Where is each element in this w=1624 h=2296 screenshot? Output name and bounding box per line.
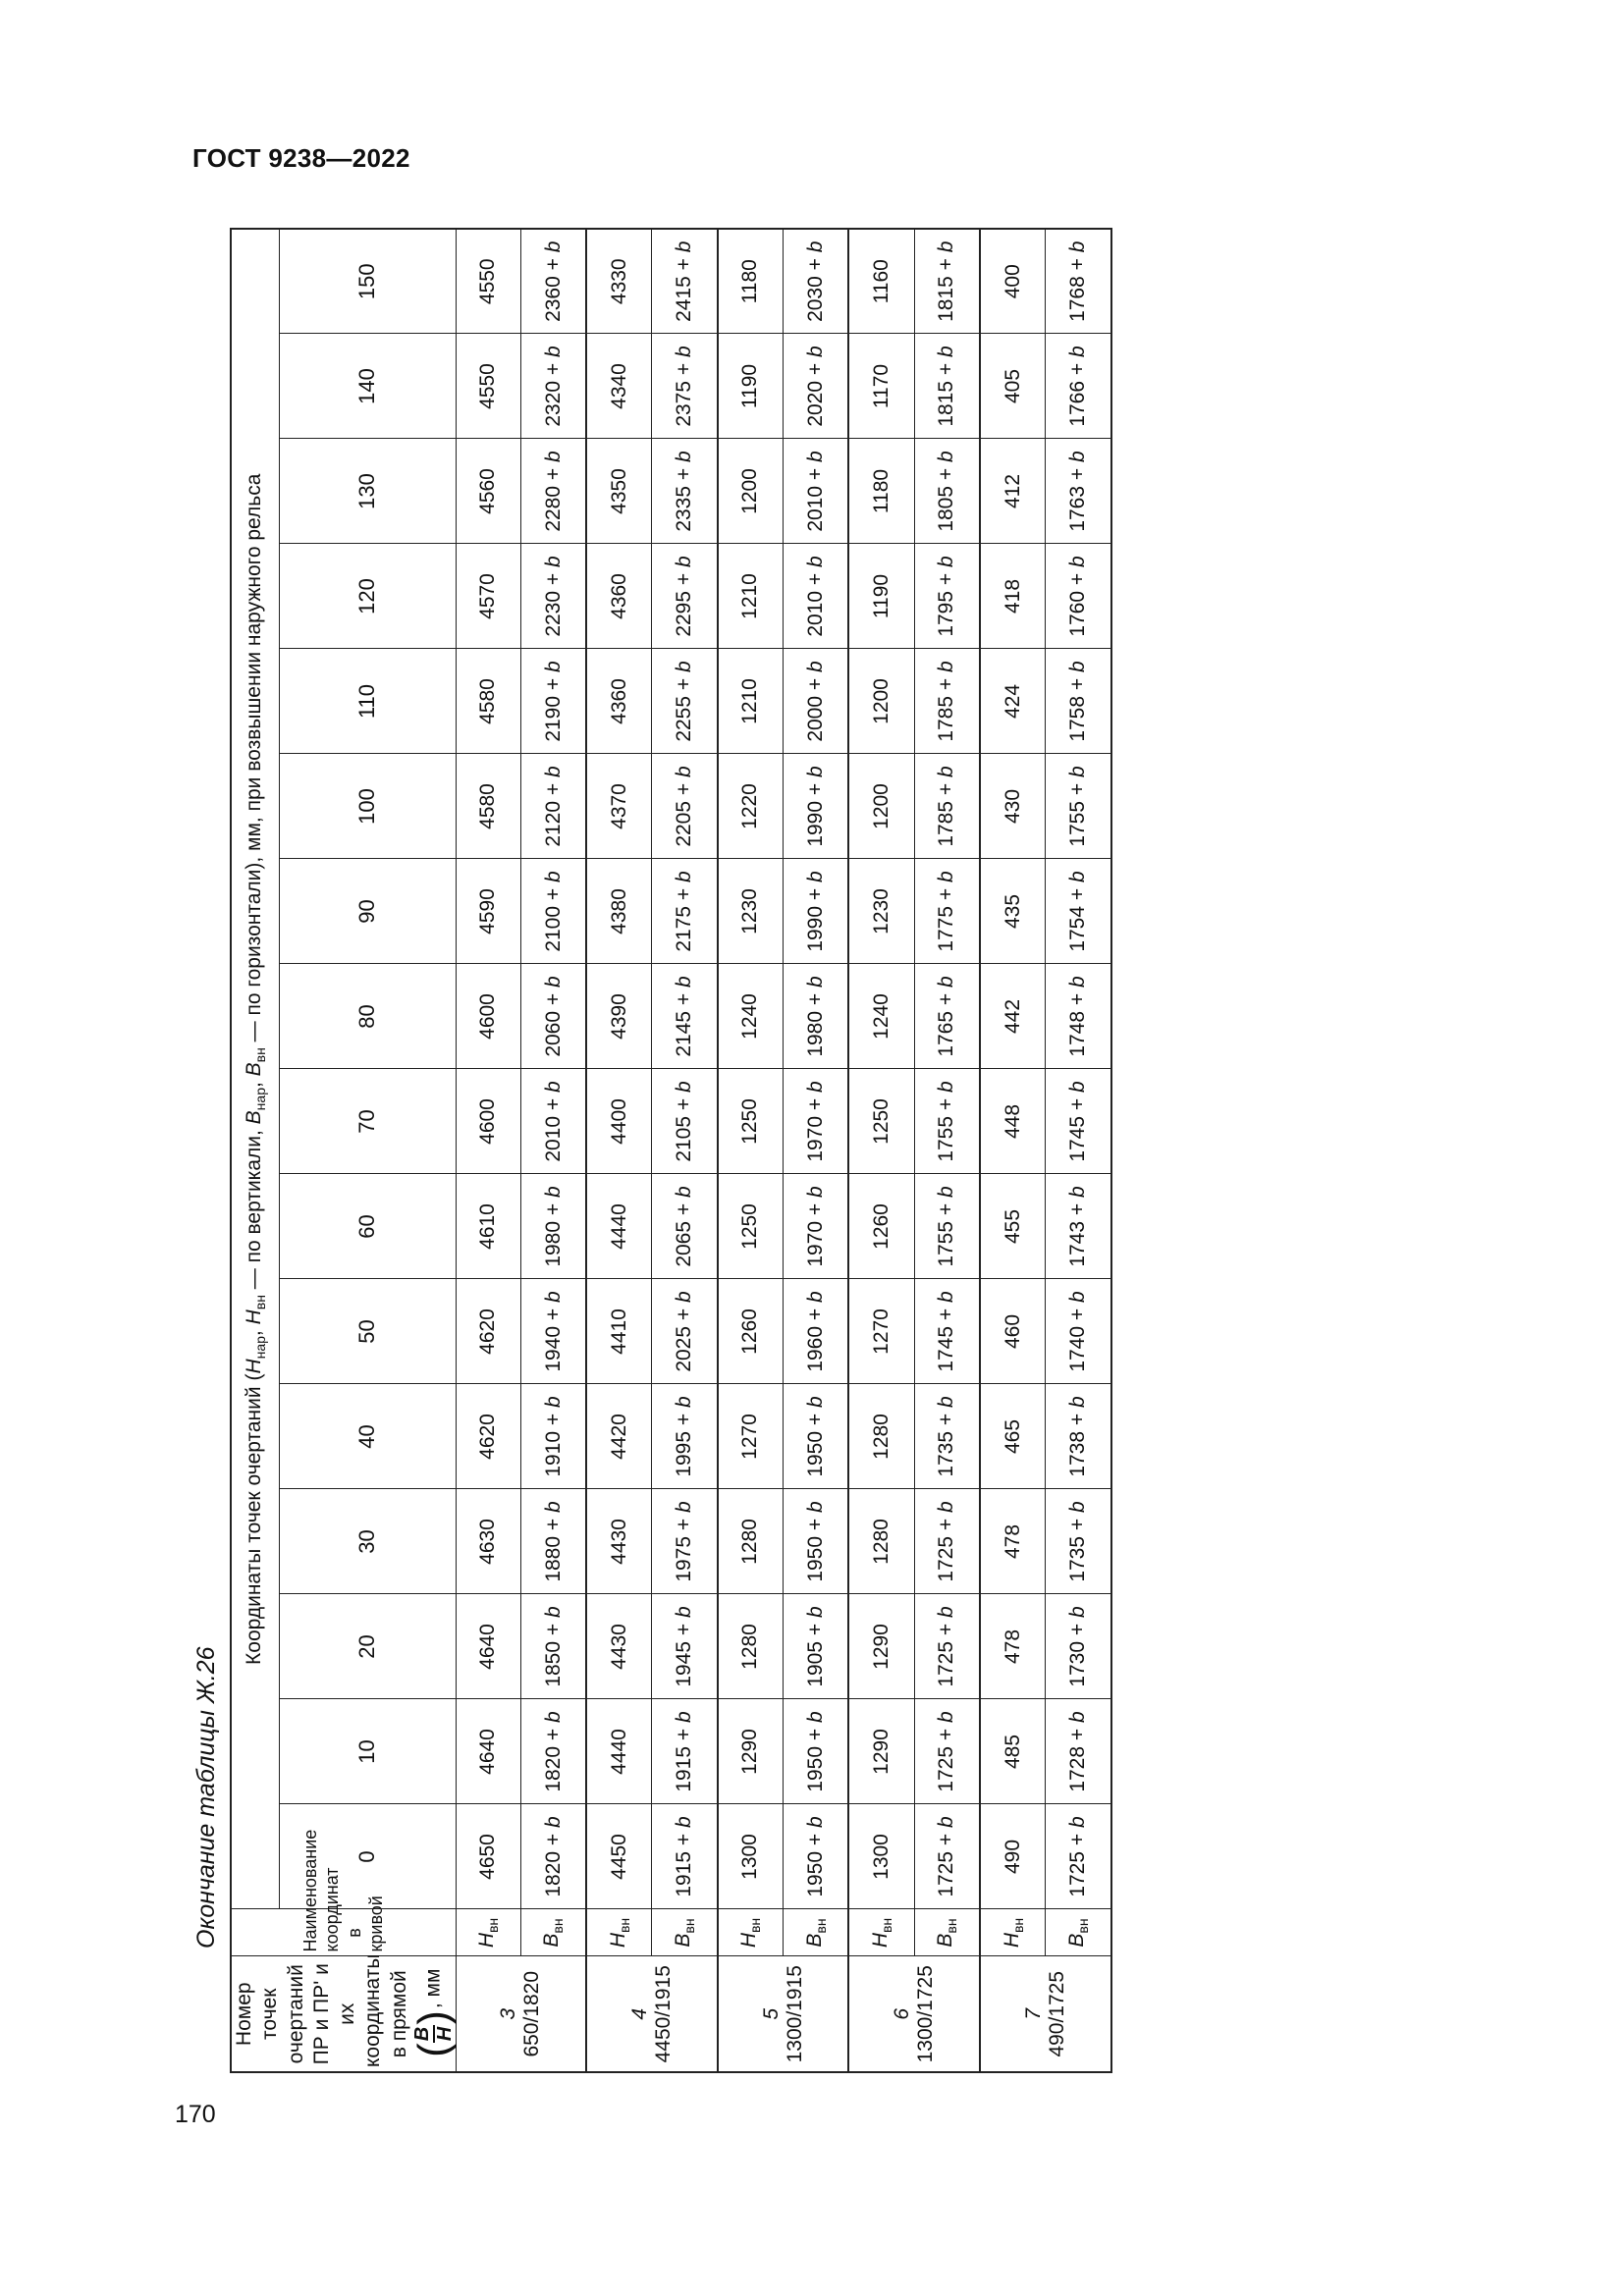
value-cell: 2030 + b [784,229,849,334]
value-cell: 1755 + b [1046,754,1111,859]
value-cell: 1728 + b [1046,1699,1111,1804]
elevation-header: 70 [280,1069,457,1174]
value-cell: 1785 + b [914,649,980,754]
value-cell: 1975 + b [652,1489,718,1594]
value-cell: 4650 [456,1804,520,1909]
coordinate-subscript: вн [550,1918,567,1934]
elevation-header: 140 [280,334,457,439]
fraction-symbol: ( B H ) [408,2010,458,2057]
point-number: 3 [497,2007,520,2020]
value-cell: 418 [980,544,1046,649]
table-row [914,229,980,2072]
point-cell [980,1956,1111,2072]
value-cell: 405 [980,334,1046,439]
elevation-header: 120 [280,544,457,649]
value-cell: 412 [980,439,1046,544]
value-cell: 1735 + b [1046,1489,1111,1594]
value-cell: 1290 [718,1699,784,1804]
value-cell: 1730 + b [1046,1594,1111,1699]
document-title: ГОСТ 9238—2022 [192,143,410,173]
elevation-header: 0 [280,1804,457,1909]
value-cell: 400 [980,229,1046,334]
value-cell: 1950 + b [784,1804,849,1909]
value-cell: 4390 [586,964,652,1069]
value-cell: 1766 + b [1046,334,1111,439]
value-cell: 4550 [456,229,520,334]
value-cell: 1880 + b [520,1489,586,1594]
value-cell: 1763 + b [1046,439,1111,544]
value-cell: 4560 [456,439,520,544]
coordinate-label [718,1909,784,1956]
value-cell: 1945 + b [652,1594,718,1699]
value-cell: 1950 + b [784,1489,849,1594]
value-cell: 1743 + b [1046,1174,1111,1279]
point-coordinates: 1300/1915 [783,1965,806,2063]
value-cell: 2255 + b [652,649,718,754]
value-cell: 1210 [718,544,784,649]
value-cell: 4330 [586,229,652,334]
value-cell: 1910 + b [520,1384,586,1489]
value-cell: 442 [980,964,1046,1069]
value-cell: 2320 + b [520,334,586,439]
value-cell: 4430 [586,1489,652,1594]
value-cell: 1290 [848,1699,914,1804]
value-cell: 1745 + b [1046,1069,1111,1174]
value-cell: 1250 [718,1174,784,1279]
value-cell: 490 [980,1804,1046,1909]
coordinate-label [914,1909,980,1956]
coordinate-name-header: Наименование координат в кривой [231,1909,456,1956]
value-cell: 4620 [456,1279,520,1384]
value-cell: 4350 [586,439,652,544]
coordinate-subscript: вн [616,1917,632,1933]
coordinate-label [456,1909,520,1956]
value-cell: 1725 + b [914,1804,980,1909]
table-row [980,229,1046,2072]
value-cell: 1768 + b [1046,229,1111,334]
point-coordinates: 490/1725 [1045,1970,1068,2057]
value-cell: 430 [980,754,1046,859]
value-cell: 1230 [718,859,784,964]
value-cell: 1725 + b [1046,1804,1111,1909]
value-cell: 2415 + b [652,229,718,334]
value-cell: 1270 [718,1384,784,1489]
value-cell: 1760 + b [1046,544,1111,649]
point-number-header: Номер точек очертаний ПР и ПР' и их координаты в прямой ( B H ) , мм [231,1956,456,2072]
elevation-header: 90 [280,859,457,964]
value-cell: 2175 + b [652,859,718,964]
value-cell: 424 [980,649,1046,754]
coordinate-subscript: вн [812,1918,829,1934]
value-cell: 1200 [718,439,784,544]
value-cell: 1290 [848,1594,914,1699]
point-cell [718,1956,849,2072]
value-cell: 4370 [586,754,652,859]
value-cell: 1280 [848,1489,914,1594]
value-cell: 1260 [718,1279,784,1384]
elevation-header: 150 [280,229,457,334]
value-cell: 460 [980,1279,1046,1384]
table-row [1046,229,1111,2072]
value-cell: 1960 + b [784,1279,849,1384]
value-cell: 1170 [848,334,914,439]
value-cell: 448 [980,1069,1046,1174]
value-cell: 1990 + b [784,859,849,964]
value-cell: 1280 [718,1489,784,1594]
value-cell: 1190 [718,334,784,439]
value-cell: 2065 + b [652,1174,718,1279]
value-cell: 1950 + b [784,1384,849,1489]
elevation-header: 30 [280,1489,457,1594]
table-row [784,229,849,2072]
value-cell: 1755 + b [914,1069,980,1174]
value-cell: 4580 [456,649,520,754]
elevation-header-row [280,229,457,2072]
value-cell: 2205 + b [652,754,718,859]
value-cell: 4600 [456,964,520,1069]
value-cell: 1240 [718,964,784,1069]
coordinate-subscript: вн [681,1918,698,1934]
coordinate-symbol: H [1000,1933,1023,1949]
coordinate-symbol: H [475,1933,499,1949]
value-cell: 1270 [848,1279,914,1384]
value-cell: 4590 [456,859,520,964]
value-cell: 1820 + b [520,1804,586,1909]
value-cell: 1738 + b [1046,1384,1111,1489]
value-cell: 478 [980,1594,1046,1699]
elevation-header: 40 [280,1384,457,1489]
coordinate-label [980,1909,1046,1956]
elevation-header: 80 [280,964,457,1069]
value-cell: 1250 [848,1069,914,1174]
value-cell: 1300 [848,1804,914,1909]
value-cell: 1190 [848,544,914,649]
value-cell: 4450 [586,1804,652,1909]
value-cell: 4340 [586,334,652,439]
value-cell: 1970 + b [784,1069,849,1174]
coordinate-symbol: B [1064,1933,1088,1948]
value-cell: 1915 + b [652,1804,718,1909]
coordinate-symbol: H [737,1933,761,1949]
value-cell: 2010 + b [784,439,849,544]
coordinate-subscript: вн [1009,1917,1026,1933]
value-cell: 1725 + b [914,1594,980,1699]
coordinate-symbol: B [540,1933,564,1948]
value-cell: 1180 [718,229,784,334]
table-body [456,229,1111,2072]
table-row [520,229,586,2072]
coordinate-subscript: вн [747,1917,764,1933]
elevation-header: 110 [280,649,457,754]
coordinate-subscript: вн [485,1917,502,1933]
coordinate-label [586,1909,652,1956]
value-cell: 478 [980,1489,1046,1594]
value-cell: 4410 [586,1279,652,1384]
value-cell: 4550 [456,334,520,439]
value-cell: 4600 [456,1069,520,1174]
value-cell: 1200 [848,649,914,754]
value-cell: 1280 [848,1384,914,1489]
value-cell: 1754 + b [1046,859,1111,964]
value-cell: 1160 [848,229,914,334]
elevation-header: 100 [280,754,457,859]
value-cell: 4360 [586,544,652,649]
value-cell: 1775 + b [914,859,980,964]
coordinate-label [652,1909,718,1956]
coordinate-symbol: H [868,1933,892,1949]
value-cell: 1240 [848,964,914,1069]
value-cell: 485 [980,1699,1046,1804]
value-cell: 455 [980,1174,1046,1279]
value-cell: 1995 + b [652,1384,718,1489]
coordinate-label [520,1909,586,1956]
coordinate-label [784,1909,849,1956]
value-cell: 1915 + b [652,1699,718,1804]
value-cell: 2020 + b [784,334,849,439]
value-cell: 1230 [848,859,914,964]
value-cell: 1785 + b [914,754,980,859]
value-cell: 1815 + b [914,229,980,334]
value-cell: 4640 [456,1699,520,1804]
value-cell: 2360 + b [520,229,586,334]
value-cell: 2100 + b [520,859,586,964]
value-cell: 1220 [718,754,784,859]
value-cell: 2295 + b [652,544,718,649]
value-cell: 2000 + b [784,649,849,754]
value-cell: 4640 [456,1594,520,1699]
value-cell: 1250 [718,1069,784,1174]
value-cell: 1758 + b [1046,649,1111,754]
elevation-header: 20 [280,1594,457,1699]
value-cell: 2145 + b [652,964,718,1069]
coordinate-subscript: вн [1075,1918,1092,1934]
elevation-header: 60 [280,1174,457,1279]
coordinate-subscript: вн [879,1917,895,1933]
value-cell: 1260 [848,1174,914,1279]
point-cell [456,1956,586,2072]
value-cell: 1765 + b [914,964,980,1069]
value-cell: 1815 + b [914,334,980,439]
value-cell: 1735 + b [914,1384,980,1489]
value-cell: 2010 + b [520,1069,586,1174]
coordinate-subscript: вн [944,1918,960,1934]
value-cell: 1905 + b [784,1594,849,1699]
value-cell: 1745 + b [914,1279,980,1384]
coordinates-table [230,228,1112,2073]
value-cell: 435 [980,859,1046,964]
point-coordinates: 650/1820 [520,1970,544,2057]
value-cell: 2060 + b [520,964,586,1069]
value-cell: 1755 + b [914,1174,980,1279]
value-cell: 1820 + b [520,1699,586,1804]
point-coordinates: 4450/1915 [651,1965,675,2063]
point-number: 6 [891,2007,914,2020]
coordinates-header: Координаты точек очертаний ($H_{нар}$, $H_{вн}$ — по вертикали, $B_{нар}$, $B_{вн}$ — по горизонтали), мм, при возвышении наружного рельса [231,229,280,1909]
coordinate-label [848,1909,914,1956]
elevation-header: 10 [280,1699,457,1804]
value-cell: 465 [980,1384,1046,1489]
coordinate-symbol: H [606,1933,629,1949]
value-cell: 1300 [718,1804,784,1909]
value-cell: 1795 + b [914,544,980,649]
value-cell: 4630 [456,1489,520,1594]
value-cell: 1725 + b [914,1489,980,1594]
coordinate-symbol: B [802,1933,826,1948]
value-cell: 4360 [586,649,652,754]
point-cell [848,1956,980,2072]
value-cell: 2010 + b [784,544,849,649]
table-row [848,229,914,2072]
table-header-row [231,229,280,2072]
table-row [586,229,652,2072]
point-number: 5 [759,2007,783,2020]
value-cell: 1748 + b [1046,964,1111,1069]
value-cell: 4380 [586,859,652,964]
value-cell: 1280 [718,1594,784,1699]
value-cell: 1200 [848,754,914,859]
value-cell: 2190 + b [520,649,586,754]
value-cell: 2280 + b [520,439,586,544]
point-cell [586,1956,718,2072]
value-cell: 2105 + b [652,1069,718,1174]
point-number: 7 [1021,2007,1045,2020]
value-cell: 4430 [586,1594,652,1699]
value-cell: 4440 [586,1174,652,1279]
table-caption: Окончание таблицы Ж.26 [192,1646,220,1949]
table-row [456,229,520,2072]
value-cell: 2335 + b [652,439,718,544]
value-cell: 4440 [586,1699,652,1804]
table-row [652,229,718,2072]
value-cell: 1940 + b [520,1279,586,1384]
value-cell: 2230 + b [520,544,586,649]
table-container [230,228,1094,2073]
coordinate-symbol: B [934,1933,957,1948]
table-row [718,229,784,2072]
value-cell: 1970 + b [784,1174,849,1279]
value-cell: 1980 + b [520,1174,586,1279]
value-cell: 2375 + b [652,334,718,439]
elevation-header: 130 [280,439,457,544]
value-cell: 2120 + b [520,754,586,859]
value-cell: 1990 + b [784,754,849,859]
value-cell: 4620 [456,1384,520,1489]
value-cell: 1805 + b [914,439,980,544]
value-cell: 2025 + b [652,1279,718,1384]
value-cell: 4610 [456,1174,520,1279]
coordinate-symbol: B [672,1933,695,1948]
value-cell: 1980 + b [784,964,849,1069]
value-cell: 4580 [456,754,520,859]
elevation-header: 50 [280,1279,457,1384]
value-cell: 4420 [586,1384,652,1489]
value-cell: 4400 [586,1069,652,1174]
value-cell: 1850 + b [520,1594,586,1699]
page-number: 170 [175,2101,216,2128]
value-cell: 1950 + b [784,1699,849,1804]
point-coordinates: 1300/1725 [914,1965,938,2063]
value-cell: 1740 + b [1046,1279,1111,1384]
value-cell: 4570 [456,544,520,649]
point-number: 4 [627,2007,651,2020]
coordinate-label [1046,1909,1111,1956]
value-cell: 1725 + b [914,1699,980,1804]
value-cell: 1180 [848,439,914,544]
value-cell: 1210 [718,649,784,754]
